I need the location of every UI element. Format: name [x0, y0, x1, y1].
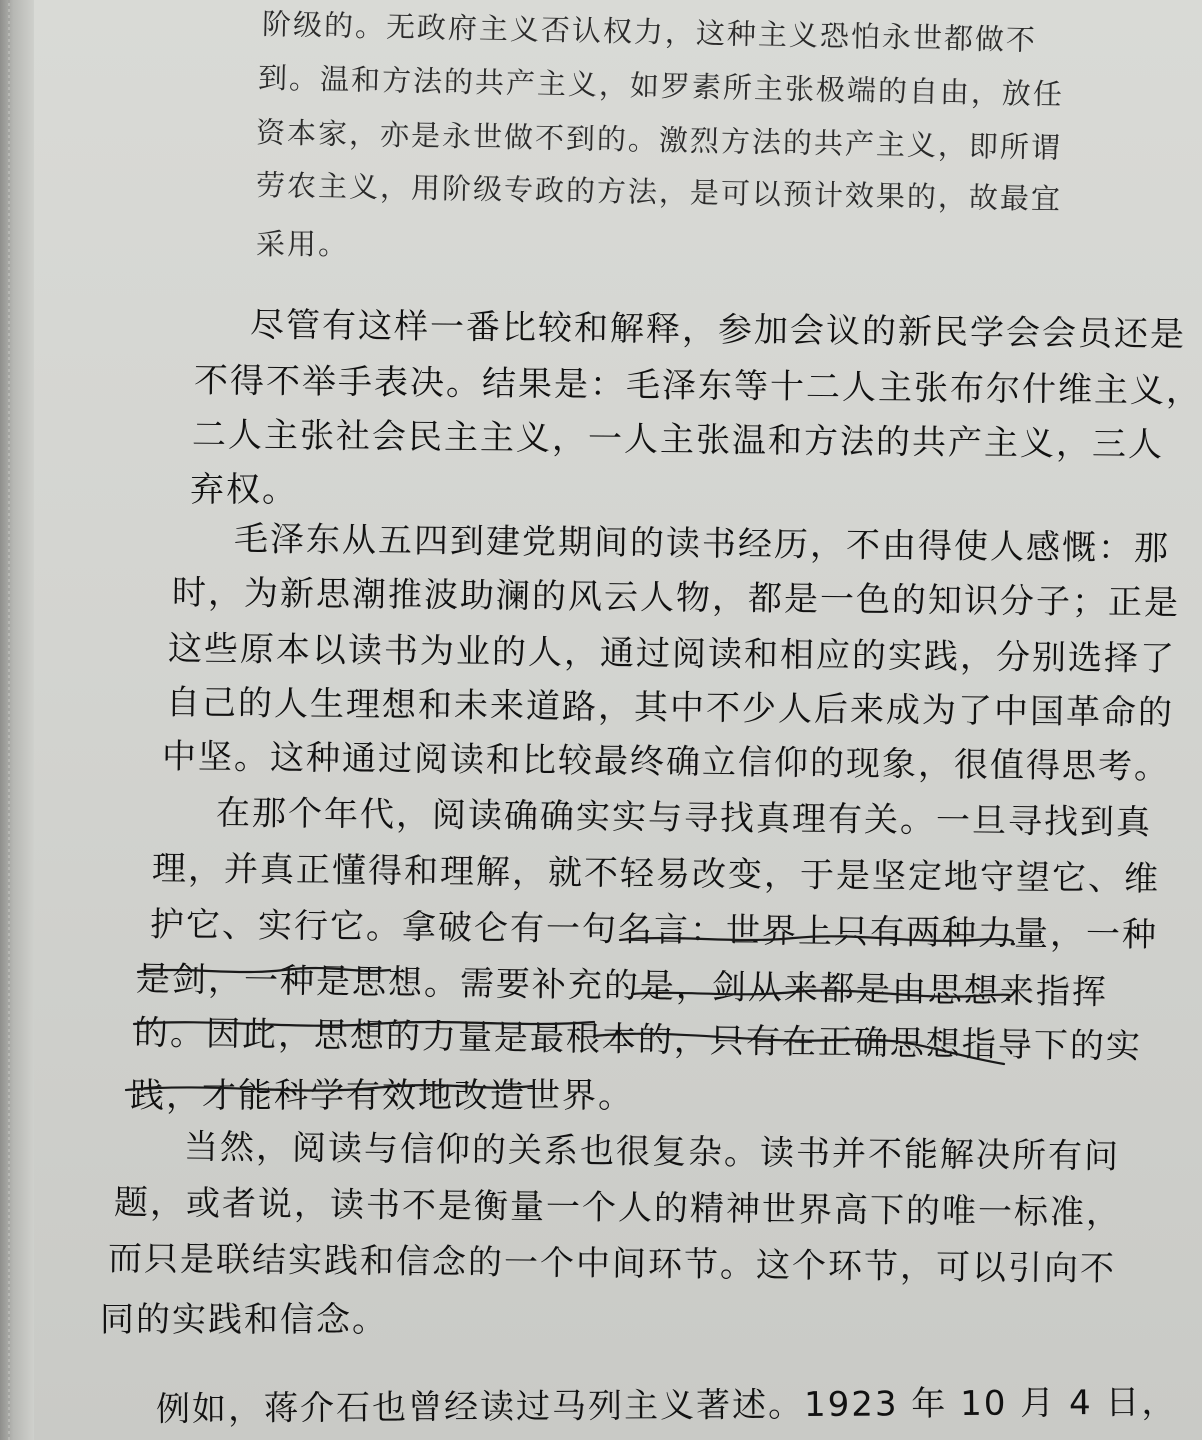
- paragraph-line: 不得不举手表决。结果是：毛泽东等十二人主张布尔什维主义，: [193, 360, 1202, 412]
- book-page: [34, 0, 1202, 1440]
- paragraph-line: 中坚。这种通过阅读和比较最终确立信仰的现象，很值得思考。: [161, 736, 1171, 788]
- paragraph-line: 理，并真正懂得和理解，就不轻易改变，于是坚定地守望它、维: [151, 848, 1161, 900]
- paragraph-line: 这些原本以读书为业的人，通过阅读和相应的实践，分别选择了: [167, 628, 1177, 680]
- quote-line: 到。温和方法的共产主义，如罗素所主张极端的自由，放任: [257, 60, 1065, 112]
- paragraph-line: 的。因此，思想的力量是最根本的，只有在正确思想指导下的实: [133, 1012, 1143, 1068]
- paragraph-line: 题，或者说，读书不是衡量一个人的精神世界高下的唯一标准，: [113, 1182, 1123, 1234]
- paragraph-line: 而只是联结实践和信念的一个中间环节。这个环节，可以引向不: [107, 1238, 1117, 1290]
- book-page-edge: [0, 0, 34, 1440]
- paragraph-line: 护它、实行它。拿破仑有一句名言：世界上只有两种力量，一种: [149, 904, 1159, 956]
- paragraph-line: 毛泽东从五四到建党期间的读书经历，不由得使人感慨：那: [233, 519, 1171, 569]
- paragraph-line: 时，为新思潮推波助澜的风云人物，都是一色的知识分子；正是: [171, 572, 1181, 624]
- quote-line: 资本家，亦是永世做不到的。激烈方法的共产主义，即所谓: [255, 115, 1063, 165]
- quote-line: 采用。: [256, 227, 350, 261]
- quote-line: 阶级的。无政府主义否认权力，这种主义恐怕永世都做不: [261, 6, 1038, 58]
- paragraph-line: 同的实践和信念。: [100, 1300, 388, 1340]
- paragraph-line: 尽管有这样一番比较和解释，参加会议的新民学会会员还是: [249, 305, 1187, 355]
- paragraph-line: 二人主张社会民主主义，一人主张温和方法的共产主义，三人: [191, 414, 1165, 466]
- quote-line: 劳农主义，用阶级专政的方法，是可以预计效果的，故最宜: [255, 167, 1063, 217]
- paragraph-line: 当然，阅读与信仰的关系也很复杂。读书并不能解决所有问: [183, 1127, 1121, 1177]
- paragraph-line: 自己的人生理想和未来道路，其中不少人后来成为了中国革命的: [165, 682, 1175, 734]
- paragraph-line: 弃权。: [190, 470, 298, 510]
- paragraph-line: 在那个年代，阅读确确实实与寻找真理有关。一旦寻找到真: [215, 793, 1153, 843]
- paragraph-line: 例如，蒋介石也曾经读过马列主义著述。1923 年 10 月 4 日，: [155, 1382, 1178, 1430]
- paragraph-line: 是剑，一种是思想。需要补充的是，剑从来都是由思想来指挥: [135, 959, 1109, 1013]
- paragraph-line: 践，才能科学有效地改造世界。: [130, 1076, 634, 1116]
